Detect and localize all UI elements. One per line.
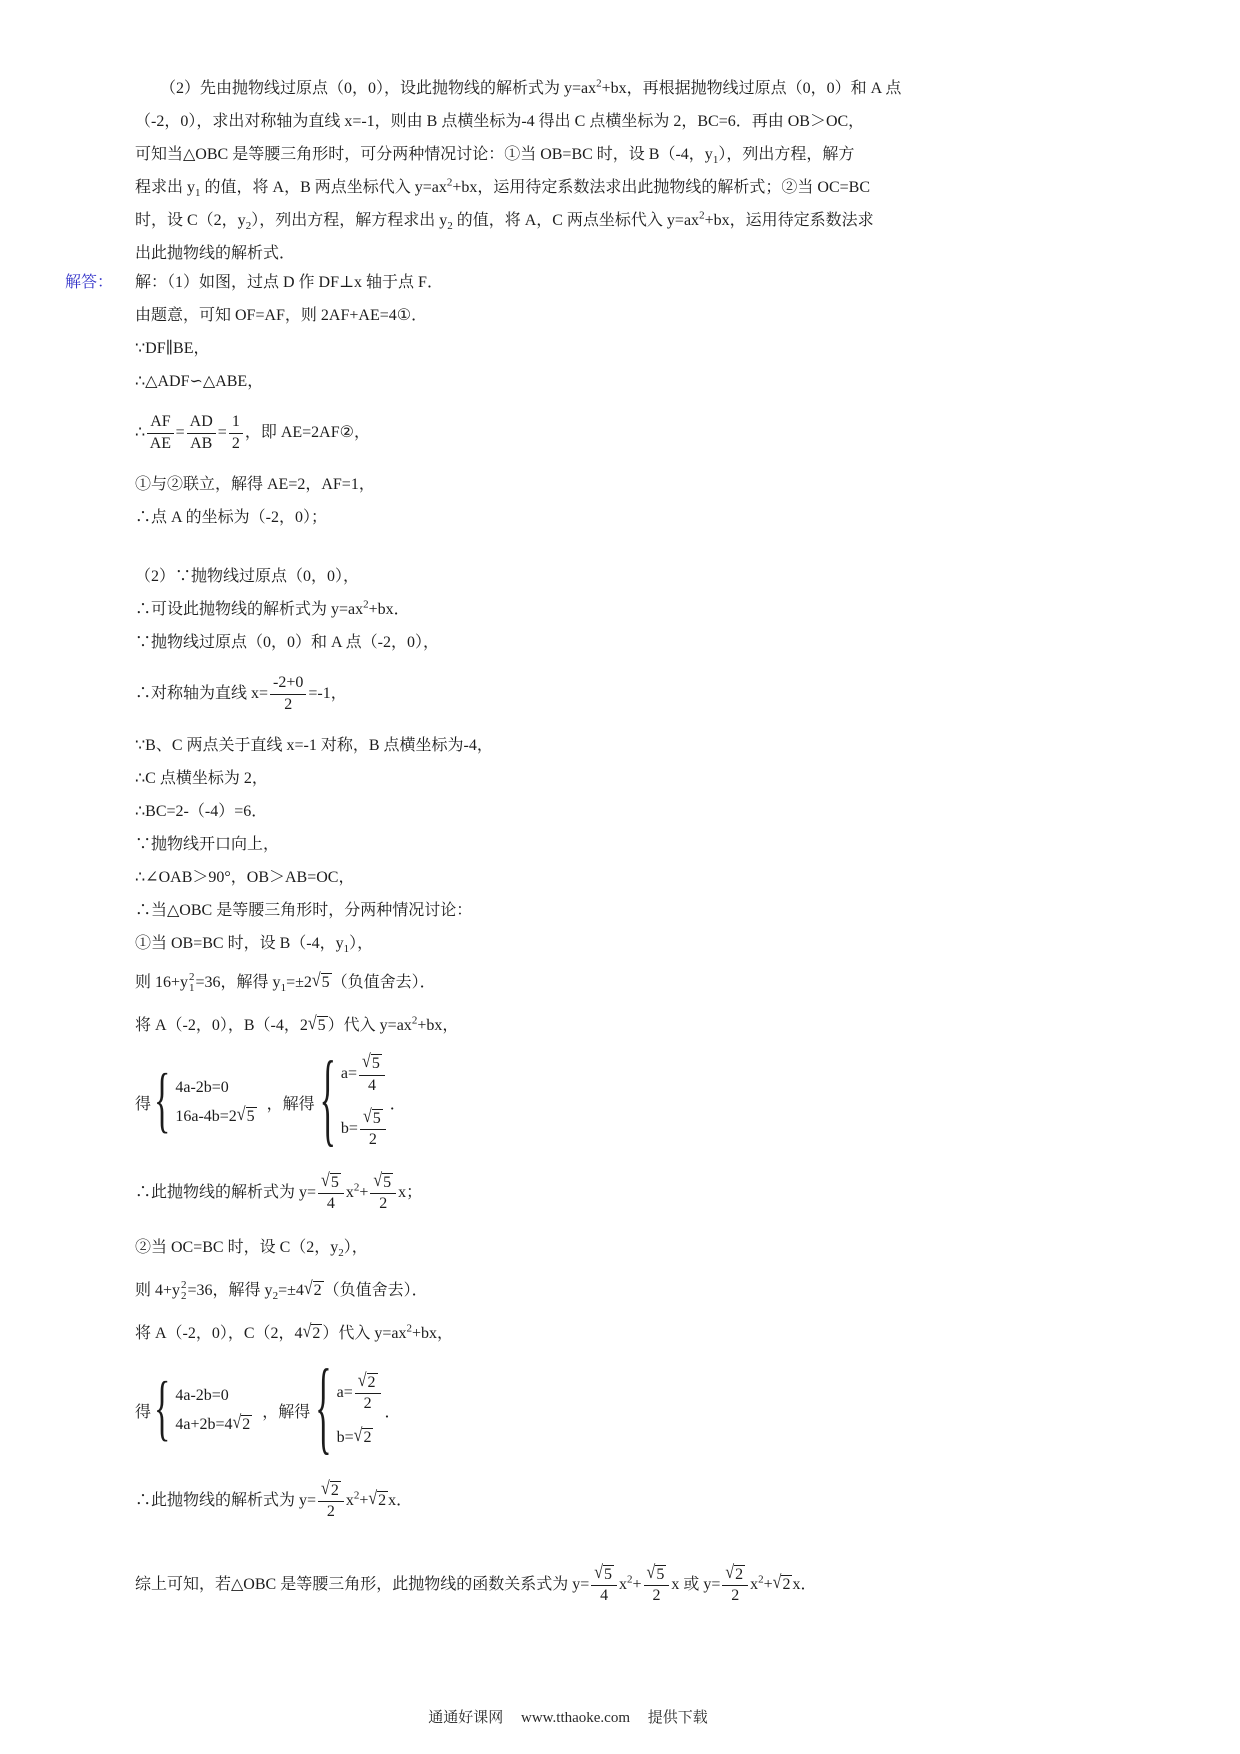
system-equation: b= $\frac{√5}{2}$	[341, 1109, 388, 1150]
system-lead: 得	[135, 1095, 152, 1113]
radical-sign-icon: √	[311, 970, 321, 991]
solution-line: 则 16+y 2 1 =36，解得 $y_1=\pm 2√5$ （负值舍去）．	[135, 970, 436, 995]
sqrt-radical: √5	[594, 1562, 613, 1583]
radical-sign-icon: √	[321, 1478, 330, 1499]
radical-sign-icon: √	[303, 1278, 313, 1299]
system-equations	[175, 1078, 256, 1126]
radical-sign-icon: √	[373, 1170, 383, 1191]
sqrt-radical: √5	[646, 1562, 665, 1583]
sqrt-radical: √2	[303, 1278, 322, 1299]
solution-line: 综上可知，若△OBC 是等腰三角形，此抛物线的函数关系式为 y= $\frac{√5}{4}$ $x^2+$ $\frac{√5}{2}$ x 或 y= $\frac{√2}{2}$ $x^2+√2$ x．	[135, 1562, 817, 1605]
analysis-line: （2）先由抛物线过原点（0，0），设此抛物线的解析式为 $y=ax^2+bx$，再根据抛物线过原点（0，0）和 A 点	[160, 77, 902, 97]
stacked-script: 2 2	[181, 1278, 187, 1303]
solution-line: ∴当△OBC 是等腰三角形时，分两种情况讨论：	[135, 902, 473, 919]
footer-url: www.tthaoke.com	[521, 1710, 630, 1726]
spacer	[135, 534, 1175, 560]
sqrt-radical: √5	[311, 970, 330, 991]
solution-line: ∵抛物线开口向上，	[135, 836, 280, 853]
system-tail: ．	[389, 1095, 406, 1113]
fraction: $\frac{√2}{2}$	[355, 1373, 381, 1414]
solution-line: ∴对称轴为直线 x= $\frac{-2+0}{2}$ =-1，	[135, 674, 347, 713]
solution-line: ①与②联立，解得 AE=2，AF=1，	[135, 476, 375, 493]
solution-line: 将 A（-2，0），C（2，4√2 ）代入 $y=ax^2+bx$，	[135, 1321, 454, 1342]
system-equation: a= $\frac{√5}{4}$	[341, 1054, 388, 1095]
solution-line: 解：（1）如图，过点 D 作 DF⊥x 轴于点 F．	[135, 274, 443, 291]
fraction: $\frac{√2}{2}$	[318, 1481, 344, 1522]
solution-line: ∴此抛物线的解析式为 y= $\frac{√2}{2}$ $x^2+√2$ x．	[135, 1478, 413, 1521]
sqrt-radical: √2	[772, 1572, 791, 1593]
solution-line: 由题意，可知 OF=AF，则 2AF+AE=4①．	[135, 307, 428, 324]
system-equation: 4a-2b=0	[175, 1078, 229, 1096]
radical-sign-icon: √	[321, 1170, 330, 1191]
analysis-line: （-2，0），求出对称轴为直线 x=-1，则由 B 点横坐标为-4 得出 C 点横坐标为 2，BC=6．再由 OB＞OC，	[135, 113, 865, 130]
radical-sign-icon: √	[232, 1412, 242, 1433]
radical-sign-icon: √	[368, 1488, 378, 1509]
system-mid: ，解得	[266, 1095, 315, 1113]
radical-sign-icon: √	[646, 1562, 656, 1583]
sqrt-radical: √5	[362, 1106, 381, 1127]
radical-sign-icon: √	[236, 1104, 246, 1125]
fraction: $\frac{√5}{2}$	[360, 1109, 386, 1150]
sqrt-radical: √2	[725, 1562, 744, 1583]
radical-sign-icon: √	[772, 1572, 782, 1593]
sqrt-radical: √2	[368, 1488, 387, 1509]
system-mid: ，解得	[262, 1403, 311, 1421]
solution-line: 将 A（-2，0），B（-4，2√5 ）代入 $y=ax^2+bx$，	[135, 1013, 459, 1034]
sqrt-radical: √2	[232, 1412, 251, 1433]
analysis-line: 时，设 C（2，$y_2$），列出方程，解方程求出 $y_2$ 的值，将 A，C 两点坐标代入 $y=ax^2+bx$，运用待定系数法求	[135, 209, 874, 233]
fraction: $\frac{√5}{2}$	[644, 1565, 670, 1606]
solution-line: ∵B、C 两点关于直线 x=-1 对称，B 点横坐标为-4，	[135, 737, 493, 754]
radical-sign-icon: √	[357, 1370, 367, 1391]
sqrt-radical: √5	[236, 1104, 255, 1125]
solution-line: （2）∵抛物线过原点（0，0），	[135, 568, 360, 585]
solution-line: ②当 OC=BC 时，设 C（2，$y_2$），	[135, 1239, 368, 1260]
system-results	[336, 1370, 383, 1447]
page-footer	[0, 1706, 1136, 1727]
left-brace-icon: {	[154, 1061, 171, 1141]
sqrt-radical: √5	[307, 1013, 326, 1034]
solution-line: ∵DF∥BE，	[135, 340, 210, 357]
fraction: $\frac{AF}{AE}$	[147, 413, 173, 453]
solution-line: ①当 OB=BC 时，设 B（-4，$y_1$），	[135, 935, 374, 956]
solution-line: ∴BC=2-（-4）=6．	[135, 803, 268, 820]
sqrt-radical: √5	[362, 1052, 380, 1073]
system-equation: b=√2	[336, 1425, 372, 1446]
equation-system	[135, 1043, 1175, 1158]
fraction: $\frac{√5}{4}$	[591, 1565, 617, 1606]
answer-label: 解答：	[65, 274, 114, 291]
left-brace-icon: {	[154, 1369, 171, 1449]
system-equation: 4a-2b=0	[175, 1386, 229, 1404]
radical-sign-icon: √	[302, 1321, 312, 1342]
solution-line: ∴ $\frac{AF}{AE}$ = $\frac{AD}{AB}$ = $\frac{1}{2}$ ，即 AE=2AF②，	[135, 413, 370, 452]
analysis-line: 可知当△OBC 是等腰三角形时，可分两种情况讨论：①当 OB=BC 时，设 B（-4，$y_1$），列出方程，解方	[135, 146, 855, 167]
system-results	[341, 1054, 388, 1150]
solution-line: 则 4+y 2 2 =36，解得 $y_2=\pm 4√2$ （负值舍去）．	[135, 1278, 428, 1303]
sqrt-radical: √2	[357, 1370, 376, 1392]
radical-sign-icon: √	[362, 1106, 372, 1127]
fraction: $\frac{1}{2}$	[229, 413, 243, 453]
solution-body	[135, 266, 1175, 1620]
sqrt-radical: √2	[321, 1478, 339, 1499]
system-equation: a= $\frac{√2}{2}$	[337, 1373, 383, 1414]
fraction: $\frac{√2}{2}$	[722, 1565, 748, 1606]
system-equation: 16a-4b=2√5	[175, 1104, 255, 1125]
solution-line: ∴∠OAB＞90°，OB＞AB=OC，	[135, 869, 355, 886]
sqrt-radical: √2	[353, 1425, 372, 1446]
solution-line: ∴点 A 的坐标为（-2，0）；	[135, 509, 328, 526]
sqrt-radical: √5	[321, 1170, 339, 1191]
solution-line: ∵抛物线过原点（0，0）和 A 点（-2，0），	[135, 634, 440, 651]
fraction: $\frac{-2+0}{2}$	[270, 674, 306, 714]
sqrt-radical: √2	[302, 1321, 321, 1342]
analysis-line: 程求出 $y_1$ 的值，将 A，B 两点坐标代入 $y=ax^2+bx$，运用待定系数法求出此抛物线的解析式；②当 OC=BC	[135, 176, 870, 200]
spacer	[135, 1536, 1175, 1550]
left-brace-icon: {	[319, 1043, 336, 1158]
solution-line: ∴此抛物线的解析式为 y= $\frac{√5}{4}$ $x^2+$ $\frac{√5}{2}$ x；	[135, 1170, 423, 1213]
equation-system	[135, 1351, 1175, 1466]
analysis-paragraph	[135, 72, 1125, 270]
fraction: $\frac{√5}{2}$	[370, 1173, 396, 1214]
solution-section	[65, 266, 1175, 1620]
system-tail: ．	[384, 1403, 401, 1421]
analysis-line: 出此抛物线的解析式．	[135, 245, 296, 262]
solution-line: ∴可设此抛物线的解析式为 $y=ax^2+bx$．	[135, 598, 410, 618]
system-lead: 得	[135, 1403, 152, 1421]
system-equations	[175, 1386, 252, 1434]
radical-sign-icon: √	[353, 1425, 363, 1446]
radical-sign-icon: √	[725, 1562, 735, 1583]
radical-sign-icon: √	[594, 1562, 604, 1583]
left-brace-icon: {	[315, 1351, 332, 1466]
fraction: $\frac{√5}{4}$	[318, 1173, 344, 1214]
footer-suffix: 提供下载	[647, 1710, 708, 1726]
radical-sign-icon: √	[307, 1013, 317, 1034]
fraction: $\frac{√5}{4}$	[359, 1054, 385, 1095]
sqrt-radical: √5	[373, 1170, 392, 1191]
solution-line: ∴C 点横坐标为 2，	[135, 770, 268, 787]
footer-site-name: 通通好课网	[428, 1710, 504, 1726]
system-equation: 4a+2b=4√2	[175, 1412, 251, 1433]
fraction: $\frac{AD}{AB}$	[187, 413, 216, 453]
solution-line: ∴△ADF∽△ABE，	[135, 373, 264, 390]
stacked-script: 2 1	[189, 970, 195, 995]
radical-sign-icon: √	[362, 1052, 371, 1073]
